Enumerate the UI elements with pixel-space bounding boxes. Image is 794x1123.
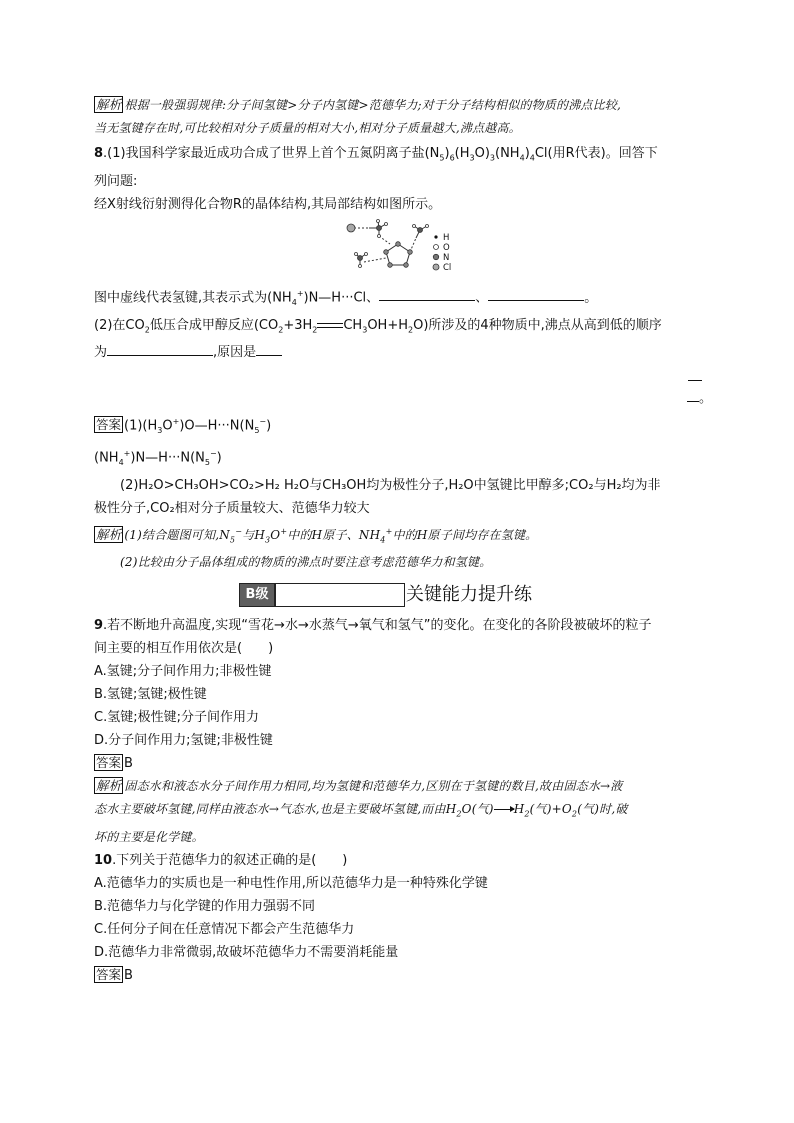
explanation-block: 解析 固态水和液态水分子间作用力相同,均为氢键和范德华力,区别在于氢键的数目,故由固态水→液 <box>96 778 623 794</box>
question-8-stem: 8.(1)我国科学家最近成功合成了世界上首个五氮阴离子盐$(N_5)_6(H_3O)_3(NH_4)_4Cl$(用R代表)。回答下 <box>94 146 658 163</box>
answer-text: (2)H₂O>CH₃OH>CO₂>H₂ H₂O与CH₃OH均为极性分子,H₂O中氢键比甲醇多;CO₂与H₂均为非 <box>120 477 661 493</box>
section-box <box>275 583 405 607</box>
question-number: 8 <box>94 146 104 161</box>
option-c[interactable]: C.氢键;极性键;分子间作用力 <box>94 710 259 726</box>
answer-blank[interactable] <box>107 341 213 356</box>
option-c[interactable]: C.任何分子间在任意情况下都会产生范德华力 <box>94 921 355 937</box>
answer-block <box>94 752 714 775</box>
answer-label: 答案 <box>96 417 122 433</box>
question-8-figure-caption: 经X射线衍射测得化合物R的晶体结构,其局部结构如图所示。 <box>94 196 442 212</box>
question-8-part1: 图中虚线代表氢键,其表示式为$(NH_4^+)N—H\cdot\cdot\cdot Cl$、 、 。 <box>94 282 714 314</box>
question-10-stem: 10.下列关于范德华力的叙述正确的是( ) <box>94 852 348 868</box>
answer-value: B <box>124 967 133 983</box>
question-9-stem: 9.若不断地升高温度,实现“雪花→水→水蒸气→氧气和氢气”的变化。在变化的各阶段被破坏的粒子 <box>94 618 652 634</box>
legend-n: N <box>443 252 450 263</box>
question-8-part2: (2)在$CO_2$低压合成甲醇反应($CO_2+3H_2$ $CH_3OH+H_2O$)所涉及的4种物质中,沸点从高到低的顺序 <box>94 317 662 335</box>
explanation-block <box>94 94 714 117</box>
answer-block: 答案 $(1)(H_3O^+)O—H\cdot\cdot\cdot N(N_5^-)$ <box>96 417 272 436</box>
section-header <box>94 580 714 612</box>
answer-blank[interactable] <box>379 286 475 301</box>
answer-blank-line: 。 <box>94 364 714 410</box>
answer-label: 答案 <box>96 966 122 982</box>
explanation-label: 解析 <box>96 778 122 794</box>
answer-blank[interactable] <box>688 366 702 381</box>
legend-h: H <box>443 232 450 243</box>
option-a[interactable]: A.氢键;分子间作用力;非极性键 <box>94 664 272 680</box>
answer-label: 答案 <box>96 755 122 771</box>
explanation-text: 坏的主要是化学键。 <box>94 829 204 844</box>
question-8-stem-cont: 列问题: <box>94 173 138 189</box>
answer-text: 极性分子,CO₂相对分子质量较大、范德华力较大 <box>94 500 370 516</box>
crystal-structure-diagram <box>94 218 714 280</box>
option-b[interactable]: B.范德华力与化学键的作用力强弱不同 <box>94 898 316 914</box>
answer-block <box>94 964 714 987</box>
question-number: 9 <box>94 618 104 634</box>
answer-text: $(NH_4^+)N—H\cdot\cdot\cdot N(N_5^-)$ <box>94 449 222 467</box>
explanation-text-cont: 当无氢键存在时,可比较相对分子质量的相对大小,相对分子质量越大,沸点越高。 <box>94 121 521 135</box>
document-page <box>94 92 714 987</box>
explanation-label: 解析 <box>96 526 122 542</box>
crystal-structure-figure <box>94 218 714 280</box>
explanation-text: 态水主要破坏氢键,同样由液态水→气态水,也是主要破坏氢键,而由$H_2O$(气) $H_2$(气)$+O_2$(气)时,破 <box>94 802 628 819</box>
section-title: 关键能力提升练 <box>406 584 532 606</box>
legend-o: O <box>443 242 450 253</box>
equals-sign <box>317 323 343 328</box>
answer-blank[interactable] <box>488 286 584 301</box>
question-9-stem-cont: 间主要的相互作用依次是( ) <box>94 641 274 657</box>
section-badge: B级 <box>239 583 275 607</box>
explanation-block: 解析 (1)结合题图可知$,N_5^-$与$H_3O^+$中的H原子、$NH_4^+$中的H原子间均存在氢键。 <box>96 526 538 545</box>
reaction-arrow <box>494 809 514 811</box>
answer-blank[interactable] <box>687 387 699 402</box>
explanation-text: 根据一般强弱规律:分子间氢键>分子内氢键>范德华力;对于分子结构相似的物质的沸点比较, <box>124 98 622 112</box>
explanation-text: (2)比较由分子晶体组成的物质的沸点时要注意考虑范德华力和氢键。 <box>120 555 492 570</box>
option-a[interactable]: A.范德华力的实质也是一种电性作用,所以范德华力是一种特殊化学键 <box>94 875 488 891</box>
answer-blank[interactable] <box>256 341 282 356</box>
option-d[interactable]: D.分子间作用力;氢键;非极性键 <box>94 733 273 749</box>
legend-cl: Cl <box>443 262 452 273</box>
question-number: 10 <box>94 852 113 868</box>
option-b[interactable]: B.氢键;氢键;极性键 <box>94 687 207 703</box>
question-8-part2-cont: 为 ,原因是 <box>94 341 714 364</box>
answer-value: B <box>124 756 133 772</box>
explanation-label: 解析 <box>96 97 122 112</box>
option-d[interactable]: D.范德华力非常微弱,故破坏范德华力不需要消耗能量 <box>94 944 399 960</box>
